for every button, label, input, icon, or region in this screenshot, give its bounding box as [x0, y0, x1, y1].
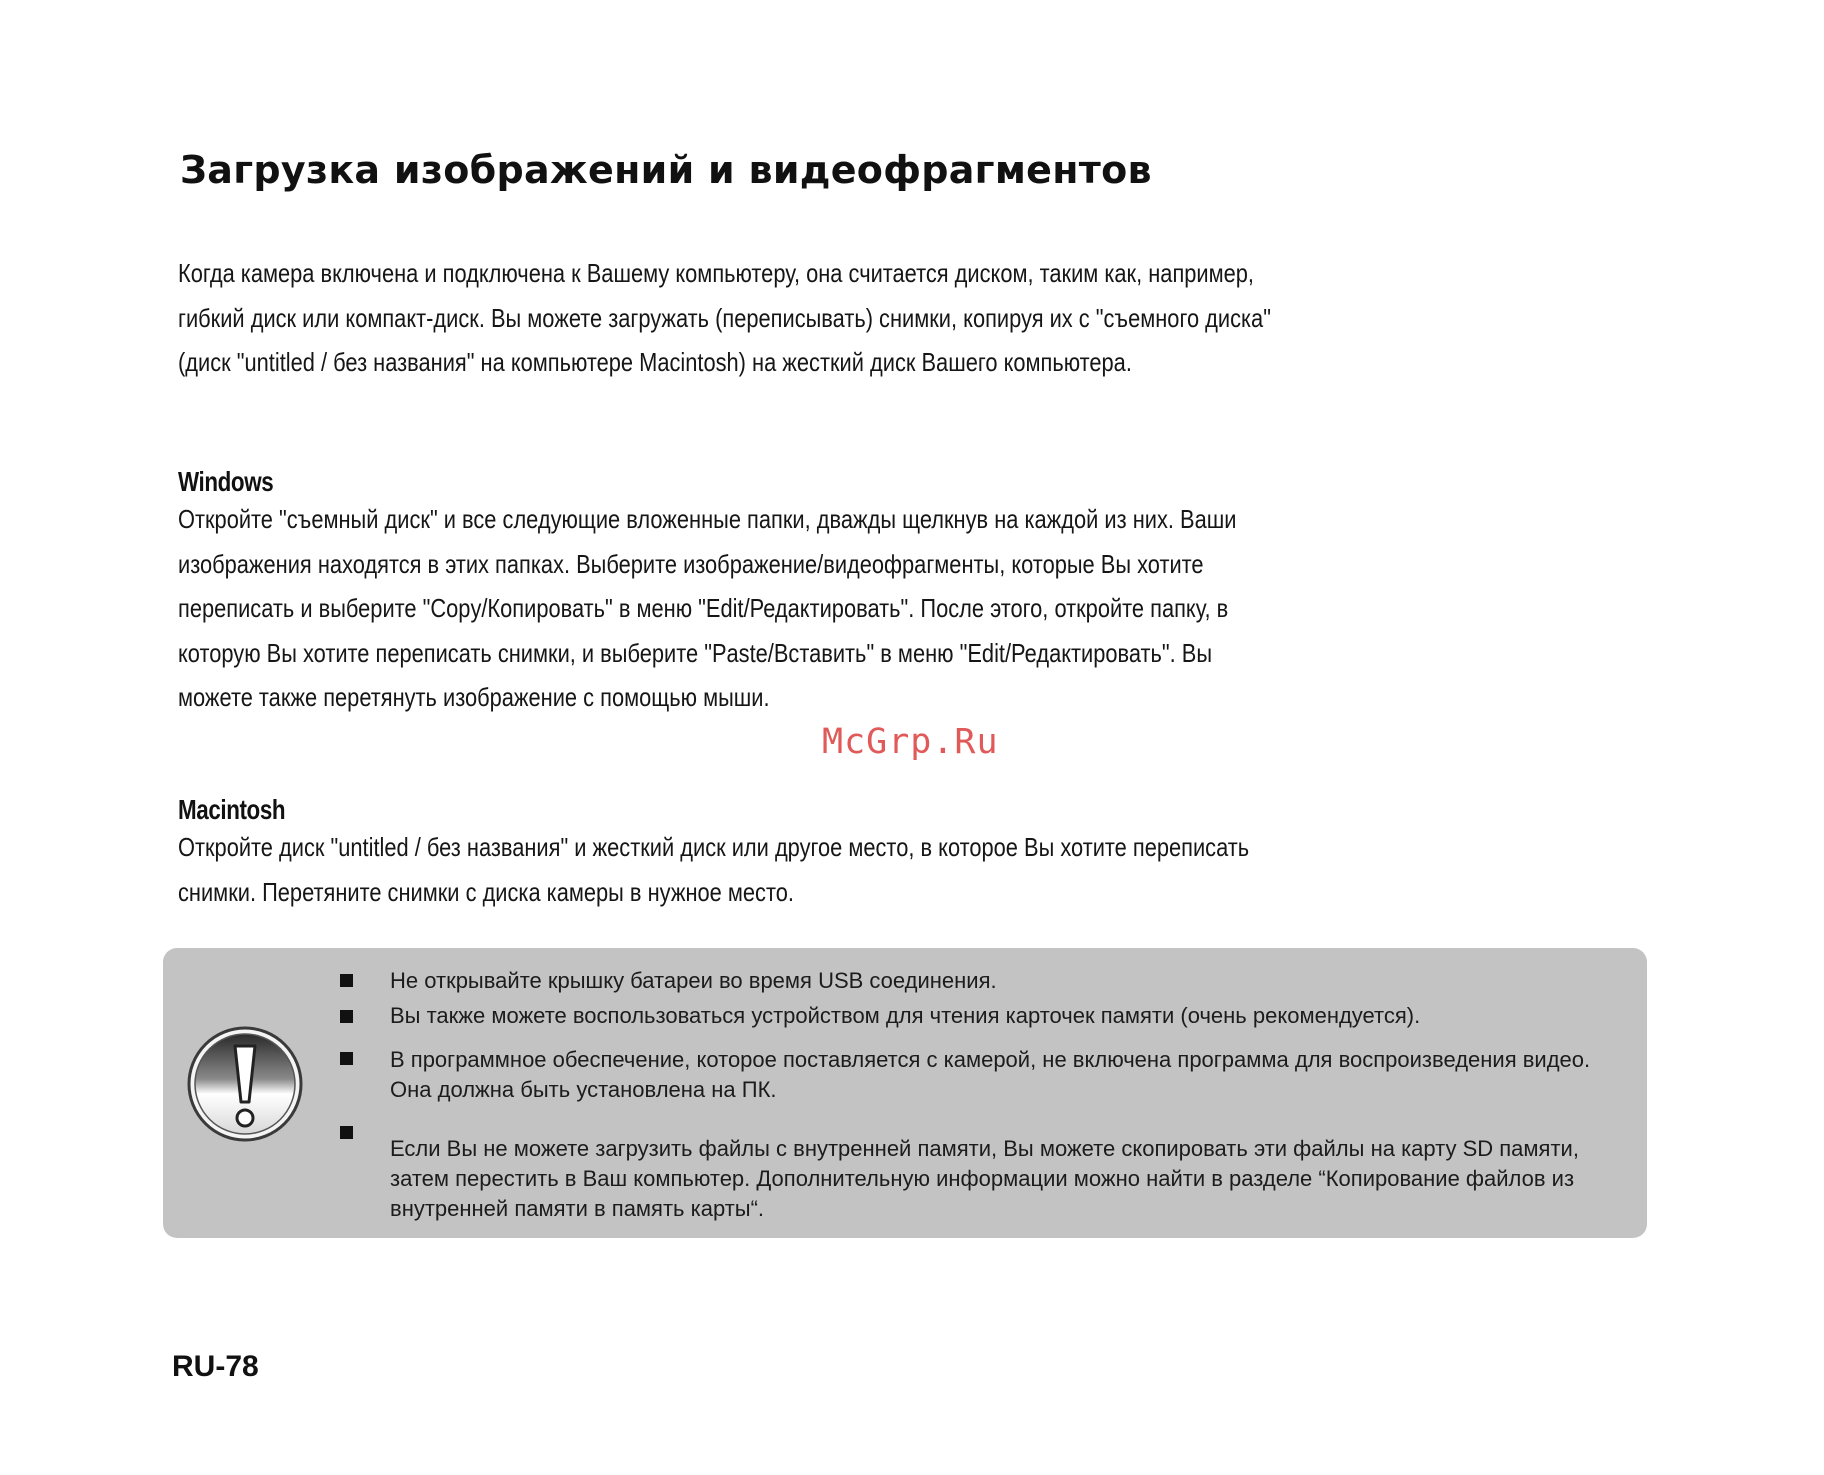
watermark: McGrp.Ru — [822, 722, 999, 762]
note-text: Не открывайте крышку батареи во время USB соединения. — [390, 968, 997, 993]
note-box — [163, 948, 1647, 1238]
macintosh-heading: Macintosh — [178, 794, 286, 825]
square-bullet-icon — [340, 1126, 353, 1139]
windows-paragraph: Откройте "съемный диск" и все следующие вложенные папки, дважды щелкнув на каждой из них. Ваши изображения находятся в этих папках. Выберите изображение/видеофрагменты, которые Вы хотите переписать и выберите "Copy/Копировать" в меню "Edit/Редактировать". После этого, откройте папку, в которую Вы хотите переписать снимки, и выберите "Paste/Вставить" в меню "Edit/Редактировать". Вы можете также перетянуть изображение с помощью мыши. — [178, 504, 1237, 712]
macintosh-paragraph: Откройте диск "untitled / без названия" и жесткий диск или другое место, в которое Вы хотите переписать снимки. Перетяните снимки с диска камеры в нужное место. — [178, 832, 1250, 907]
exclamation-icon — [185, 1024, 305, 1144]
square-bullet-icon — [340, 974, 353, 987]
note-text: Если Вы не можете загрузить файлы с внутренней памяти, Вы можете скопировать эти файлы на карту SD памяти, затем перестить в Ваш компьютер. Дополнительную информации можно найти в разделе “Копирование файлов из внутренней памяти в память карты“. — [390, 1136, 1579, 1221]
note-text: В программное обеспечение, которое поставляется с камерой, не включена программа для воспроизведения видео. Она должна быть установлена на ПК. — [390, 1047, 1591, 1102]
windows-heading: Windows — [178, 466, 274, 497]
square-bullet-icon — [340, 1010, 353, 1023]
page-number: RU-78 — [172, 1350, 259, 1383]
intro-paragraph: Когда камера включена и подключена к Вашему компьютеру, она считается диском, таким как, например, гибкий диск или компакт-диск. Вы можете загружать (переписывать) снимки, копируя их с "съемного диска" (диск "untitled / без названия" на компьютере Macintosh) на жесткий диск Вашего компьютера. — [178, 258, 1271, 377]
note-text: Вы также можете воспользоваться устройством для чтения карточек памяти (очень рекомендуется). — [390, 1003, 1421, 1028]
square-bullet-icon — [340, 1052, 353, 1065]
page-title: Загрузка изображений и видеофрагментов — [180, 148, 1152, 192]
